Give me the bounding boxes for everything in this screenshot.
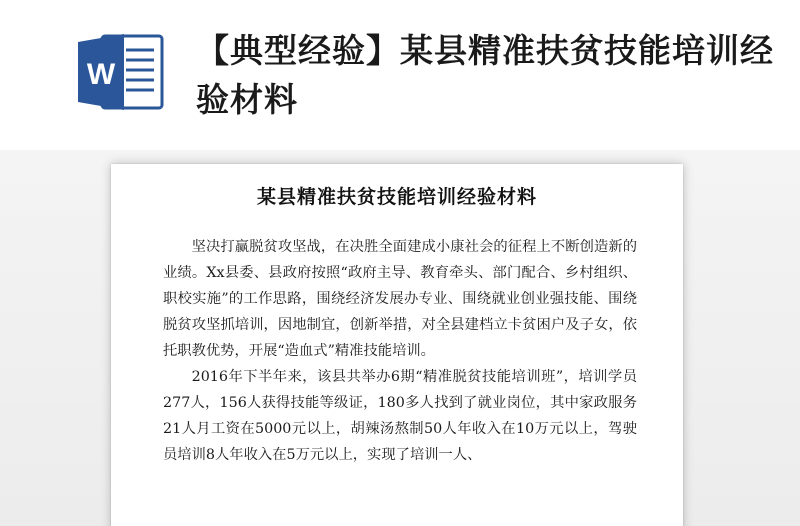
page-title: 【典型经验】某县精准扶贫技能培训经验材料 [196, 31, 774, 119]
document-body [163, 234, 637, 468]
document-page [111, 164, 683, 526]
paragraph: 2016年下半年来，该县共举办6期“精准脱贫技能培训班”，培训学员277人，156人获得技能等级证，180多人找到了就业岗位，其中家政服务21人月工资在5000元以上，胡辣汤熬制50人年收入在10万元以上，驾驶员培训8人年收入在5万元以上，实现了培训一人、 [163, 369, 637, 463]
word-icon-letter: W [86, 58, 116, 91]
word-document-icon [76, 30, 164, 114]
paragraph: 坚决打赢脱贫攻坚战，在决胜全面建成小康社会的征程上不断创造新的业绩。Xx县委、县政府按照“政府主导、教育牵头、部门配合、乡村组织、职校实施”的工作思路，围绕经济发展办专业、围绕就业创业强技能、围绕脱贫攻坚抓培训，因地制宜，创新举措，对全县建档立卡贫困户及子女，依托职教优势，开展“造血式”精准技能培训。 [163, 239, 637, 359]
header-banner [0, 0, 800, 150]
document-title: 某县精准扶贫技能培训经验材料 [256, 186, 537, 208]
